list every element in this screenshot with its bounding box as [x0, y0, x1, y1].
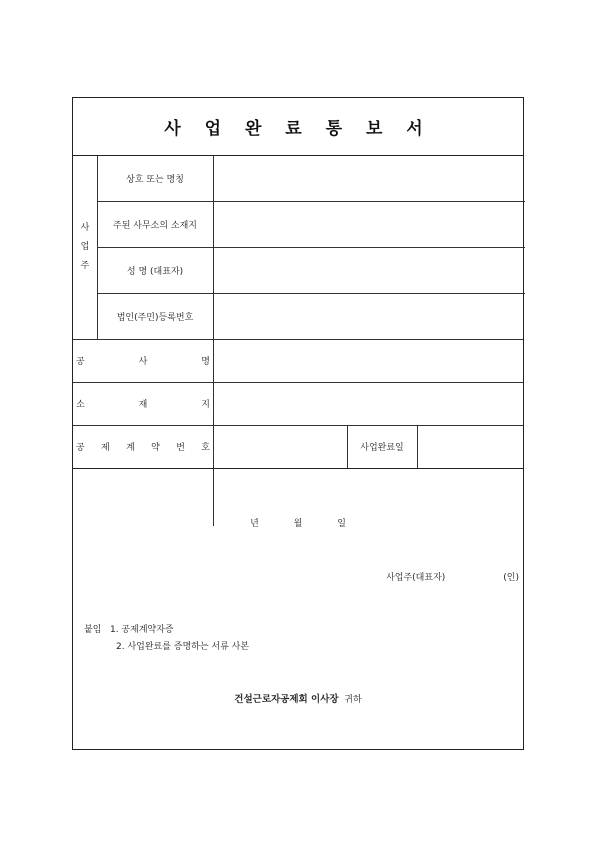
attachment-text: 1. 공제계약자증 [109, 625, 174, 635]
label-char: 지 [201, 400, 210, 410]
contract-no-field[interactable] [214, 425, 347, 468]
business-name-field[interactable] [214, 155, 525, 201]
attachment-item [84, 622, 249, 639]
attachment-label: 붙임 [84, 625, 102, 635]
label-char: 약 [151, 443, 160, 453]
signer-label: 사업주(대표자) [386, 573, 446, 583]
owner-section-label [73, 155, 97, 339]
field-label-registration-no: 법인(주민)등록번호 [116, 312, 194, 323]
label-char: 공 [76, 357, 85, 367]
attachment-text: 2. 사업완료를 증명하는 서류 사본 [116, 642, 250, 652]
field-label-project-name [73, 339, 213, 382]
addressee-name: 건설근로자공제회 이사장 [234, 694, 339, 705]
field-label-representative: 성 명 (대표자) [126, 266, 184, 277]
label-char: 명 [201, 357, 210, 367]
label-char: 제 [101, 443, 110, 453]
field-label-contract-no [73, 425, 213, 468]
divider [73, 468, 523, 469]
label-char: 공 [76, 443, 85, 453]
owner-label-char: 주 [80, 260, 90, 271]
location-field[interactable] [214, 382, 525, 425]
date-month: 월 [293, 519, 303, 529]
label-char: 사 [138, 357, 148, 367]
label-char: 호 [201, 443, 210, 453]
label-char: 번 [176, 443, 185, 453]
date-line [73, 516, 523, 529]
project-name-field[interactable] [214, 339, 525, 382]
office-address-field[interactable] [214, 201, 525, 247]
owner-label-char: 업 [80, 241, 90, 252]
label-char: 계 [126, 443, 135, 453]
date-day: 일 [337, 519, 346, 529]
attachment-item [84, 639, 249, 656]
owner-label-char: 사 [80, 222, 90, 233]
field-label-completion-date: 사업완료일 [360, 443, 404, 453]
attachments [84, 622, 249, 656]
registration-no-field[interactable] [214, 293, 525, 339]
seal-mark: (인) [503, 573, 519, 583]
field-label-office-address: 주된 사무소의 소재지 [113, 220, 197, 231]
date-year: 년 [250, 519, 259, 529]
representative-field[interactable] [214, 247, 525, 293]
field-label-business-name: 상호 또는 명칭 [126, 174, 184, 185]
completion-date-field[interactable] [418, 425, 525, 468]
addressee-line [73, 691, 523, 705]
label-char: 재 [138, 400, 148, 410]
form-title: 사 업 완 료 통 보 서 [164, 119, 432, 139]
completion-notice-form [72, 97, 524, 750]
addressee-suffix: 귀하 [344, 695, 362, 705]
signature-line [386, 570, 519, 583]
label-char: 소 [76, 400, 85, 410]
field-label-location [73, 382, 213, 425]
